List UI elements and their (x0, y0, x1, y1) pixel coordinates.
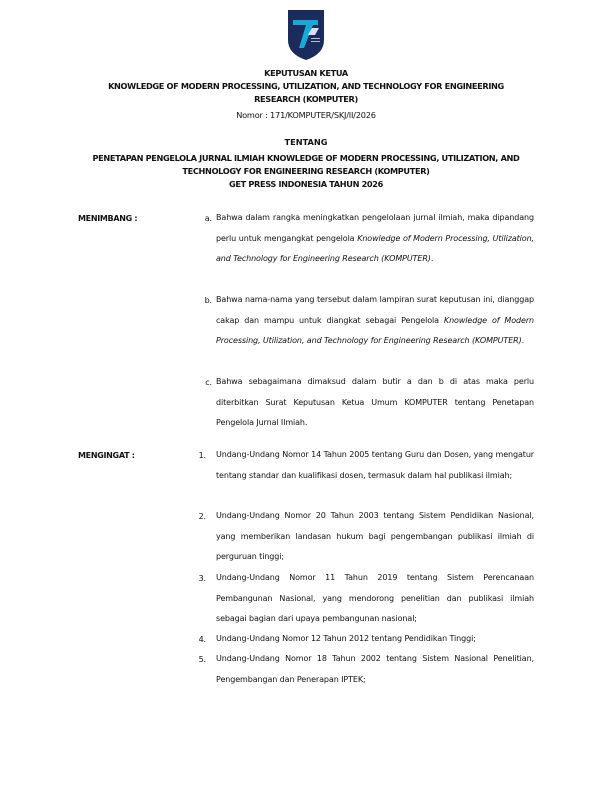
item-marker: b. (204, 296, 212, 305)
item-marker: 2. (198, 512, 206, 521)
about-heading: TENTANG (284, 137, 328, 147)
item-marker: 3. (198, 574, 206, 583)
decree-title-line-3: RESEARCH (KOMPUTER) (254, 94, 358, 104)
item-text: Undang-Undang Nomor 11 Tahun 2019 tentang Sistem Perencanaan Pembangunan Nasional, yang mendorong penelitian dan publikasi ilmiah sebagai bagian dari upaya pembangunan nasional; (216, 573, 534, 623)
logo-bar (293, 20, 318, 25)
decree-title (60, 67, 552, 106)
decree-number: Nomor : 171/KOMPUTER/SKJ/II/2026 (236, 110, 376, 120)
item-marker: 1. (198, 451, 206, 460)
item-text: Undang-Undang Nomor 20 Tahun 2003 tentang Sistem Pendidikan Nasional, yang memberikan landasan hukum bagi pengembangan publikasi ilmiah di perguruan tinggi; (216, 511, 534, 561)
item-text: Bahwa dalam rangka meningkatkan pengelolaan jurnal ilmiah, maka dipandang perlu untuk mengangkat pengelola Knowledge of Modern Processing, Utilization, and Technology for Engineering Research (KOMPUTER). (216, 213, 534, 263)
item-text: Undang-Undang Nomor 14 Tahun 2005 tentang Guru dan Dosen, yang mengatur tentang standar dan kualifikasi dosen, termasuk dalam hal publikasi ilmiah; (216, 450, 534, 480)
subject-line-2: TECHNOLOGY FOR ENGINEERING RESEARCH (KOMPUTER) (182, 166, 430, 176)
subject-line-3: GET PRESS INDONESIA TAHUN 2026 (229, 179, 383, 189)
item-text: Undang-Undang Nomor 18 Tahun 2002 tentang Sistem Nasional Penelitian, Pengembangan dan Penerapan IPTEK; (216, 654, 534, 684)
item-marker: 4. (198, 635, 206, 644)
item-marker: 5. (198, 655, 206, 664)
item-text: Bahwa nama-nama yang tersebut dalam lampiran surat keputusan ini, dianggap cakap dan mampu untuk diangkat sebagai Pengelola Knowledge of Modern Processing, Utilization, and Technology for Engineering Research (KOMPUTER). (216, 295, 534, 345)
institution-logo (282, 8, 330, 62)
recalling-label: MENGINGAT : (78, 451, 135, 460)
decree-subject (60, 152, 552, 191)
item-text: Undang-Undang Nomor 12 Tahun 2012 tentang Pendidikan Tinggi; (216, 634, 476, 643)
subject-line-1: PENETAPAN PENGELOLA JURNAL ILMIAH KNOWLEDGE OF MODERN PROCESSING, UTILIZATION, AND (92, 153, 520, 163)
item-marker: a. (204, 214, 212, 223)
decree-title-line-2: KNOWLEDGE OF MODERN PROCESSING, UTILIZATION, AND TECHNOLOGY FOR ENGINEERING (108, 81, 504, 91)
item-marker: c. (205, 378, 212, 387)
journal-name: Knowledge of Modern Processing, Utilization, and Technology for Engineering Research (KOMPUTER) (216, 233, 534, 263)
decree-title-line-1: KEPUTUSAN KETUA (264, 68, 348, 78)
item-text: Bahwa sebagaimana dimaksud dalam butir a dan b di atas maka perlu diterbitkan Surat Keputusan Ketua Umum KOMPUTER tentang Penetapan Pengelola Jurnal Ilmiah. (216, 377, 534, 427)
considering-label: MENIMBANG : (78, 214, 138, 223)
journal-name: Knowledge of Modern Processing, Utilization, and Technology for Engineering Research (KOMPUTER) (216, 315, 534, 345)
